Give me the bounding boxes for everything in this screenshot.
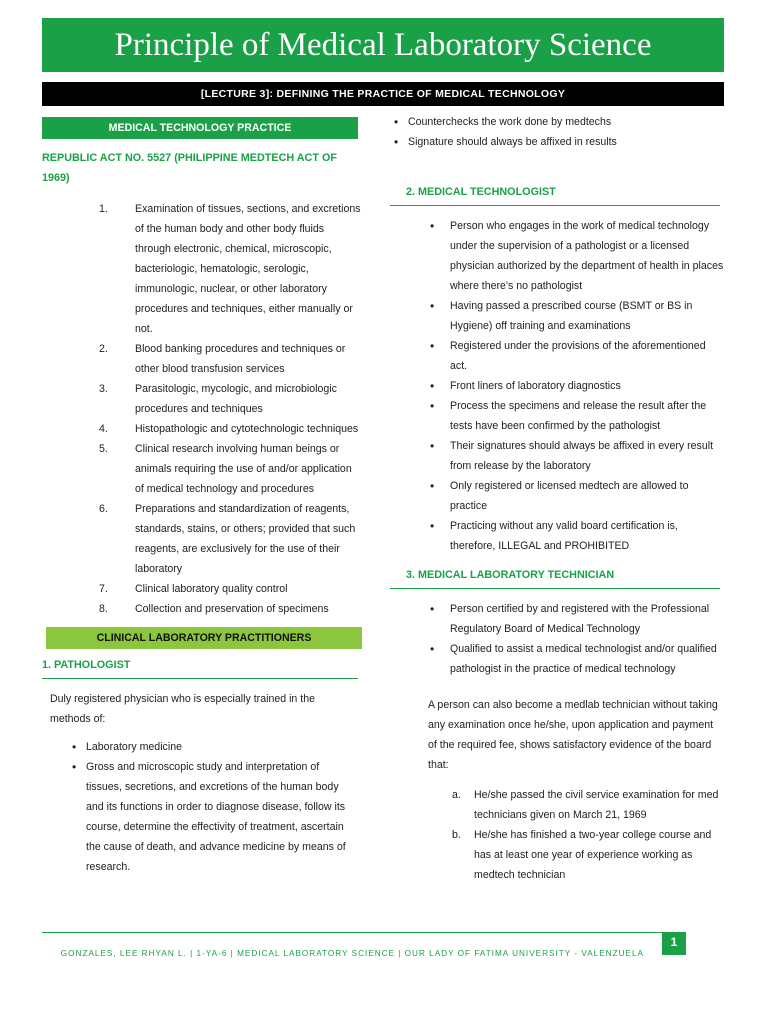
section-title-practitioners: CLINICAL LABORATORY PRACTITIONERS — [46, 627, 362, 649]
list-item: 3. Parasitologic, mycologic, and microbiologic procedures and techniques — [99, 383, 337, 415]
technician-list — [390, 599, 724, 679]
document-title: Principle of Medical Laboratory Science — [42, 18, 724, 72]
list-item: 6. Preparations and standardization of reagents, standards, stains, or others; provided that such reagents, are exclusively for the use of their laboratory — [99, 503, 356, 575]
list-item: • Front liners of laboratory diagnostics — [390, 376, 724, 396]
list-item: • Person certified by and registered with the Professional Regulatory Board of Medical Technology — [390, 599, 724, 639]
medtech-heading: 2. MEDICAL TECHNOLOGIST — [390, 182, 720, 206]
list-item: 1. Examination of tissues, sections, and excretions of the human body and other body fluids through electronic, chemical, microscopic, bacteriologic, hematologic, serologic, immunologic, nuclear, or other laboratory procedures and techniques, either manually or not. — [99, 203, 361, 335]
list-item: 8. Collection and preservation of specimens — [99, 603, 329, 615]
list-item: • Gross and microscopic study and interpretation of tissues, secretions, and excretions of the human body and its functions in order to diagnose disease, follow its course, determine the effectivity of treatment, ascertain the cause of death, and advance medicine by means of research. — [68, 757, 358, 877]
list-item: • Having passed a prescribed course (BSMT or BS in Hygiene) off training and examinations — [390, 296, 724, 336]
footer-text: GONZALES, LEE RHYAN L. | 1-YA-6 | MEDICAL LABORATORY SCIENCE | OUR LADY OF FATIMA UNIVERSITY - VALENZUELA — [60, 949, 644, 958]
technician-paragraph: A person can also become a medlab technician without taking any examination once he/she, upon application and payment of the required fee, shows satisfactory evidence of the board that: — [428, 699, 718, 771]
list-item: a. He/she passed the civil service examination for med technicians given on March 21, 1969 — [452, 789, 719, 821]
list-item: • Person who engages in the work of medical technology under the supervision of a pathologist or a licensed physician authorized by the department of health in places where there's no pathologist — [390, 216, 724, 296]
footer-divider — [42, 932, 662, 933]
list-item: • Counterchecks the work done by medtechs — [390, 112, 724, 132]
list-item: • Their signatures should always be affixed in every result from release by the laboratory — [390, 436, 724, 476]
pathologist-list — [42, 737, 358, 877]
list-item: • Process the specimens and release the result after the tests have been confirmed by the pathologist — [390, 396, 724, 436]
medtech-list — [390, 216, 724, 556]
lecture-title: [LECTURE 3]: DEFINING THE PRACTICE OF MEDICAL TECHNOLOGY — [42, 82, 724, 106]
list-item: 4. Histopathologic and cytotechnologic techniques — [99, 423, 359, 435]
page-number: 1 — [662, 932, 686, 955]
technician-conditions — [390, 785, 724, 885]
list-item: 5. Clinical research involving human beings or animals requiring the use of and/or application of medical technology and procedures — [99, 443, 352, 495]
list-item: • Only registered or licensed medtech are allowed to practice — [390, 476, 724, 516]
list-item: • Signature should always be affixed in results — [390, 132, 724, 152]
pathologist-intro: Duly registered physician who is especially trained in the methods of: — [50, 693, 315, 725]
pathologist-continued-list — [390, 112, 724, 152]
republic-act-heading: REPUBLIC ACT NO. 5527 (PHILIPPINE MEDTECH ACT OF 1969) — [42, 152, 337, 184]
list-item: • Registered under the provisions of the aforementioned act. — [390, 336, 724, 376]
technician-heading: 3. MEDICAL LABORATORY TECHNICIAN — [390, 565, 720, 589]
list-item: b. He/she has finished a two-year college course and has at least one year of experience working as medtech technician — [452, 829, 712, 881]
pathologist-heading: 1. PATHOLOGIST — [42, 655, 358, 679]
list-item: • Qualified to assist a medical technologist and/or qualified pathologist in the practice of medical technology — [390, 639, 724, 679]
list-item: • Practicing without any valid board certification is, therefore, ILLEGAL and PROHIBITED — [390, 516, 724, 556]
left-column — [42, 117, 362, 877]
list-item: 2. Blood banking procedures and techniques or other blood transfusion services — [99, 343, 346, 375]
list-item: • Laboratory medicine — [68, 737, 358, 757]
practice-list — [42, 199, 362, 619]
list-item: 7. Clinical laboratory quality control — [99, 583, 288, 595]
section-title-medtech-practice: MEDICAL TECHNOLOGY PRACTICE — [42, 117, 358, 139]
right-column — [390, 112, 724, 885]
